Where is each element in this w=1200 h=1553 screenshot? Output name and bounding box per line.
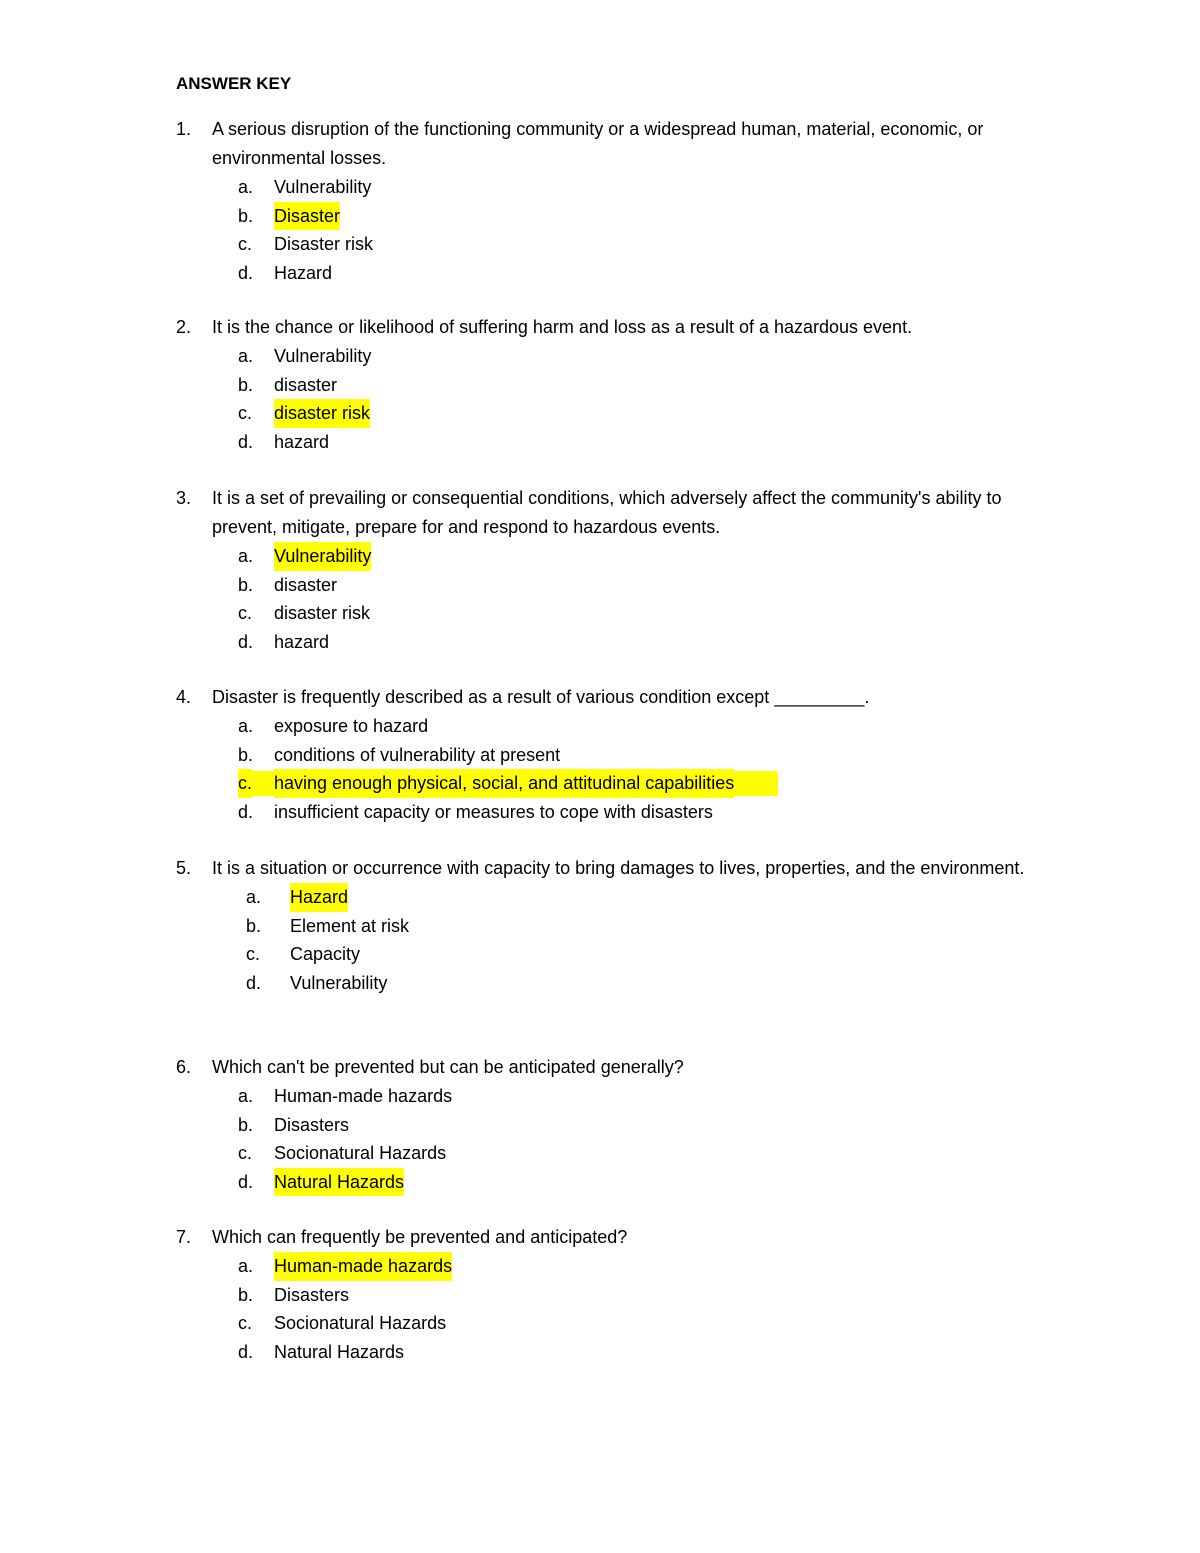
option-text: hazard [274, 631, 330, 652]
option-item-correct [238, 769, 1056, 798]
option-text-highlighted: Vulnerability [274, 542, 371, 571]
option-item [238, 1082, 1056, 1111]
option-text: Vulnerability [274, 177, 372, 197]
option-text: disaster [274, 374, 338, 395]
question-3 [176, 484, 1056, 656]
option-item [238, 628, 1056, 657]
option-letter: d. [238, 801, 254, 822]
option-list [246, 883, 1056, 997]
option-item [246, 969, 1056, 998]
option-item [238, 571, 1056, 600]
option-item [238, 1338, 1056, 1367]
option-list [238, 342, 1056, 456]
option-item [238, 741, 1056, 770]
option-list [238, 173, 1056, 287]
option-item [238, 342, 1056, 371]
option-item [238, 1139, 1056, 1168]
option-item [238, 798, 1056, 827]
option-letter: b. [246, 915, 262, 936]
option-text: Disaster risk [274, 234, 374, 254]
option-item-correct [238, 399, 1056, 428]
option-text: Hazard [274, 262, 333, 283]
option-letter: a. [238, 1256, 254, 1276]
question-number: 6. [176, 1057, 192, 1077]
question-text: Disaster is frequently described as a result of various condition except _________. [212, 687, 870, 707]
option-letter: d. [238, 1171, 254, 1192]
question-text: It is a set of prevailing or consequential conditions, which adversely affect the community's ability to prevent, mitigate, prepare for and respond to hazardous events. [212, 488, 1002, 537]
option-item-correct [238, 1168, 1056, 1197]
option-letter: d. [238, 431, 254, 452]
option-letter: d. [238, 262, 254, 283]
option-letter: a. [238, 546, 254, 566]
option-text: Element at risk [290, 915, 410, 936]
option-text: disaster risk [274, 603, 371, 623]
question-1 [176, 115, 1056, 287]
question-2 [176, 313, 1056, 456]
option-letter: c. [238, 769, 252, 798]
question-text: Which can't be prevented but can be anticipated generally? [212, 1057, 684, 1077]
option-letter: d. [238, 631, 254, 652]
option-letter: a. [238, 346, 254, 366]
option-text-highlighted: Human-made hazards [274, 1252, 452, 1281]
option-text: Capacity [290, 944, 361, 964]
question-7 [176, 1223, 1056, 1366]
option-text: conditions of vulnerability at present [274, 744, 561, 765]
option-letter: b. [238, 744, 254, 765]
option-text: Vulnerability [274, 346, 372, 366]
option-letter: b. [238, 1284, 254, 1305]
option-letter: b. [238, 574, 254, 595]
option-letter: c. [238, 603, 253, 623]
question-4 [176, 683, 1056, 826]
option-item-correct [238, 1252, 1056, 1281]
option-item-correct [246, 883, 1056, 912]
option-letter: c. [238, 1143, 253, 1163]
question-5 [176, 854, 1056, 997]
option-letter: d. [238, 1341, 254, 1362]
option-text: Disasters [274, 1114, 350, 1135]
option-item [246, 912, 1056, 941]
option-item [238, 428, 1056, 457]
option-item-correct [238, 202, 1056, 231]
option-text: Human-made hazards [274, 1086, 453, 1106]
option-text-highlighted: Disaster [274, 202, 340, 231]
option-letter: b. [238, 374, 254, 395]
page-title: ANSWER KEY [176, 74, 292, 93]
option-item [238, 1111, 1056, 1140]
option-text: Socionatural Hazards [274, 1313, 447, 1333]
option-list [238, 542, 1056, 656]
option-letter: a. [246, 887, 262, 907]
option-text: insufficient capacity or measures to cope with disasters [274, 801, 713, 822]
option-item [238, 712, 1056, 741]
question-number: 3. [176, 488, 192, 508]
question-number: 4. [176, 687, 192, 707]
option-text: hazard [274, 431, 330, 452]
question-number: 1. [176, 119, 192, 139]
option-item [238, 371, 1056, 400]
option-text: Vulnerability [290, 972, 388, 993]
option-item-correct [238, 542, 1056, 571]
option-item [238, 173, 1056, 202]
option-letter: c. [238, 234, 253, 254]
question-text: Which can frequently be prevented and anticipated? [212, 1227, 628, 1247]
question-text: It is the chance or likelihood of suffering harm and loss as a result of a hazardous event. [212, 317, 913, 337]
option-text: Disasters [274, 1284, 350, 1305]
option-letter: c. [238, 1313, 253, 1333]
option-list [238, 712, 1056, 826]
option-letter: d. [246, 972, 262, 993]
option-text-highlighted: disaster risk [274, 399, 370, 428]
option-letter: a. [238, 716, 254, 736]
question-6 [176, 1053, 1056, 1196]
option-letter: c. [238, 403, 253, 423]
option-text: Natural Hazards [274, 1341, 405, 1362]
option-text: Socionatural Hazards [274, 1143, 447, 1163]
question-text: A serious disruption of the functioning community or a widespread human, material, economic, or environmental losses. [212, 119, 984, 168]
question-text: It is a situation or occurrence with capacity to bring damages to lives, properties, and the environment. [212, 858, 1025, 878]
option-letter: c. [246, 944, 261, 964]
option-list [238, 1252, 1056, 1366]
option-item [238, 599, 1056, 628]
option-text-highlighted: Natural Hazards [274, 1168, 404, 1197]
option-text-highlighted: Hazard [290, 883, 348, 912]
question-number: 5. [176, 858, 192, 878]
option-item [246, 940, 1056, 969]
option-letter: a. [238, 1086, 254, 1106]
option-letter: b. [238, 205, 254, 226]
option-text: exposure to hazard [274, 716, 429, 736]
question-number: 2. [176, 317, 192, 337]
option-list [238, 1082, 1056, 1196]
option-item [238, 259, 1056, 288]
option-text: disaster [274, 574, 338, 595]
option-item [238, 1309, 1056, 1338]
option-item [238, 230, 1056, 259]
option-text-highlighted: having enough physical, social, and attitudinal capabilities [274, 769, 734, 798]
option-item [238, 1281, 1056, 1310]
question-number: 7. [176, 1227, 192, 1247]
option-letter: b. [238, 1114, 254, 1135]
option-letter: a. [238, 177, 254, 197]
